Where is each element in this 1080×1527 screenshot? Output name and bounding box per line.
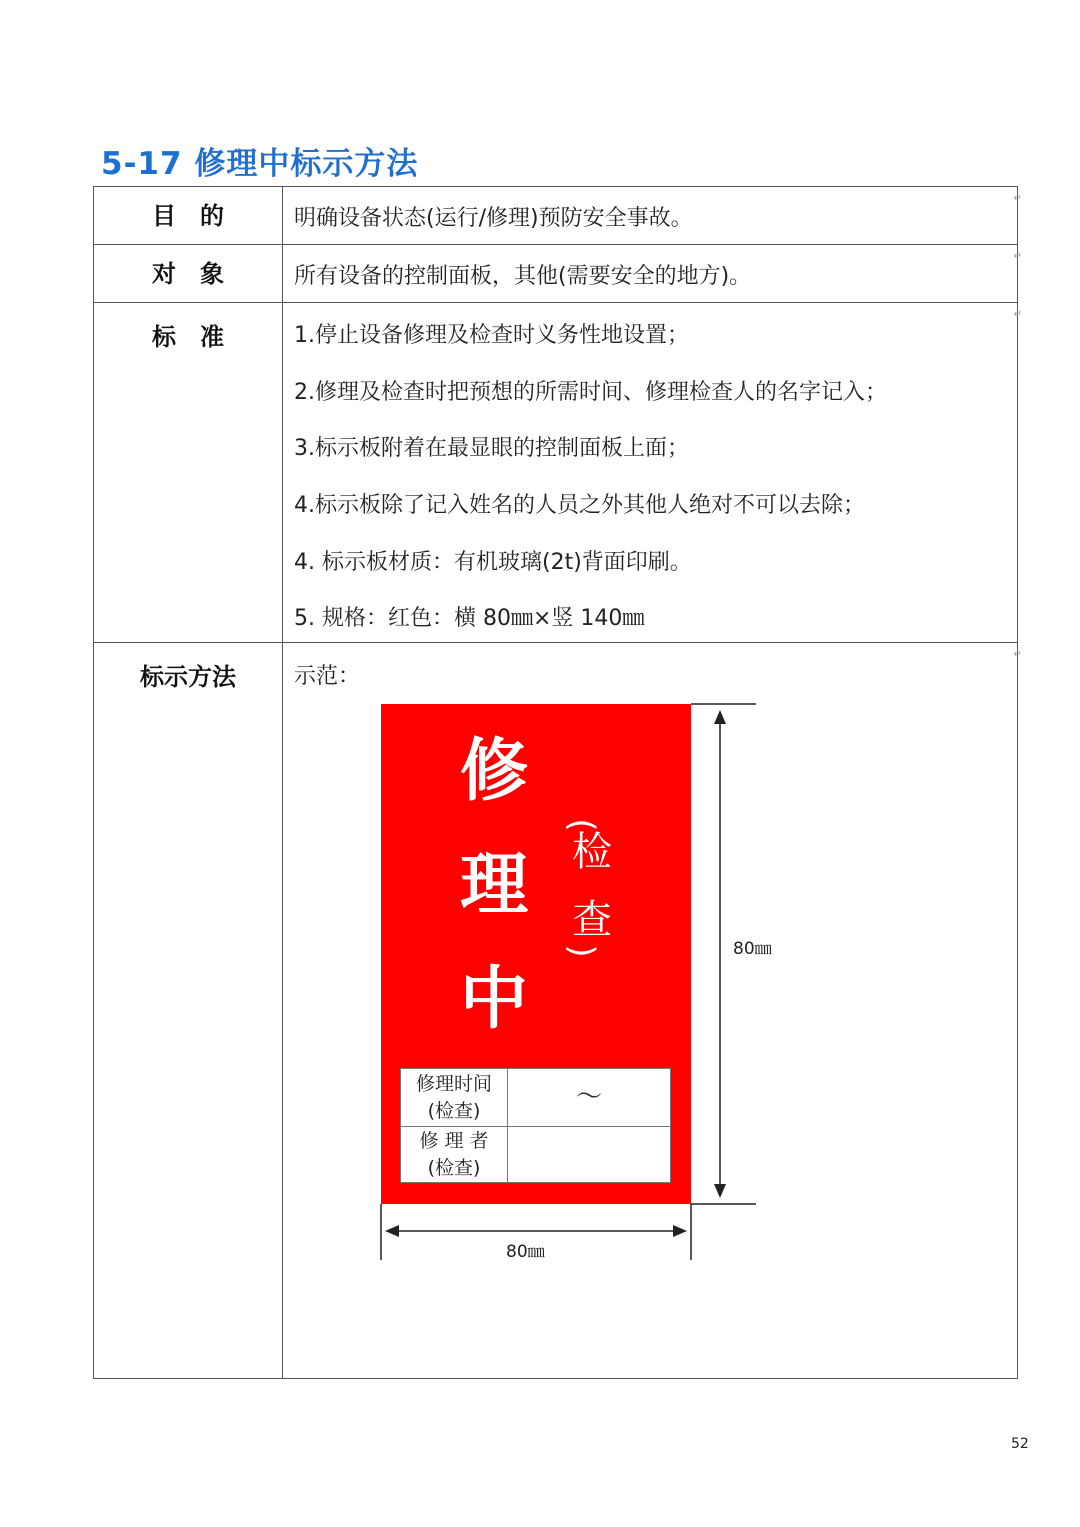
sign-char: 中 [460, 960, 529, 1039]
info-value-time: ～ [575, 1082, 602, 1112]
page-number: 52 [1011, 1436, 1029, 1452]
info-label-line: 修 理 者 [419, 1130, 489, 1152]
info-label-line: (检查) [427, 1100, 481, 1122]
sign-paren-close: ) [561, 944, 602, 958]
page-title: 5-17 修理中标示方法 [101, 146, 419, 182]
standard-item: 5. 规格：红色：横 80㎜×竖 140㎜ [294, 606, 645, 631]
standard-item: 4. 标示板材质：有机玻璃(2t)背面印刷。 [294, 550, 692, 575]
arrow-down [714, 1184, 726, 1198]
paragraph-mark: ↵ [1013, 193, 1022, 204]
sign-sub-char: 检 [572, 829, 612, 875]
standard-item: 4.标示板除了记入姓名的人员之外其他人绝对不可以去除； [294, 493, 865, 518]
dim-label-width: 80㎜ [506, 1242, 545, 1262]
arrow-right [673, 1225, 687, 1237]
value-purpose: 明确设备状态(运行/修理)预防安全事故。 [294, 206, 693, 231]
sign-sub-char: 查 [572, 897, 612, 943]
sign-char: 修 [460, 732, 529, 811]
standard-item: 1.停止设备修理及检查时义务性地设置； [294, 323, 689, 348]
paragraph-mark: ↵ [1013, 309, 1022, 320]
info-label-line: 修理时间 [415, 1073, 492, 1095]
sign-paren-open: ( [561, 818, 602, 832]
info-label-line: (检查) [427, 1157, 481, 1179]
standard-item: 3.标示板附着在最显眼的控制面板上面； [294, 436, 689, 461]
paragraph-mark: ↵ [1013, 251, 1022, 262]
sign-char: 理 [460, 846, 529, 925]
label-standard: 标 准 [94, 303, 283, 642]
value-target: 所有设备的控制面板，其他(需要安全的地方)。 [294, 264, 752, 289]
label-target: 对 象 [94, 245, 283, 302]
dim-label-height: 80㎜ [733, 939, 772, 959]
standard-item: 2.修理及检查时把预想的所需时间、修理检查人的名字记入； [294, 380, 887, 405]
value-method: 示范： [294, 664, 361, 689]
arrow-left [385, 1225, 399, 1237]
paragraph-mark: ↵ [1013, 649, 1022, 660]
label-purpose: 目 的 [94, 187, 283, 244]
label-method: 标示方法 [94, 643, 283, 1378]
arrow-up [714, 710, 726, 724]
